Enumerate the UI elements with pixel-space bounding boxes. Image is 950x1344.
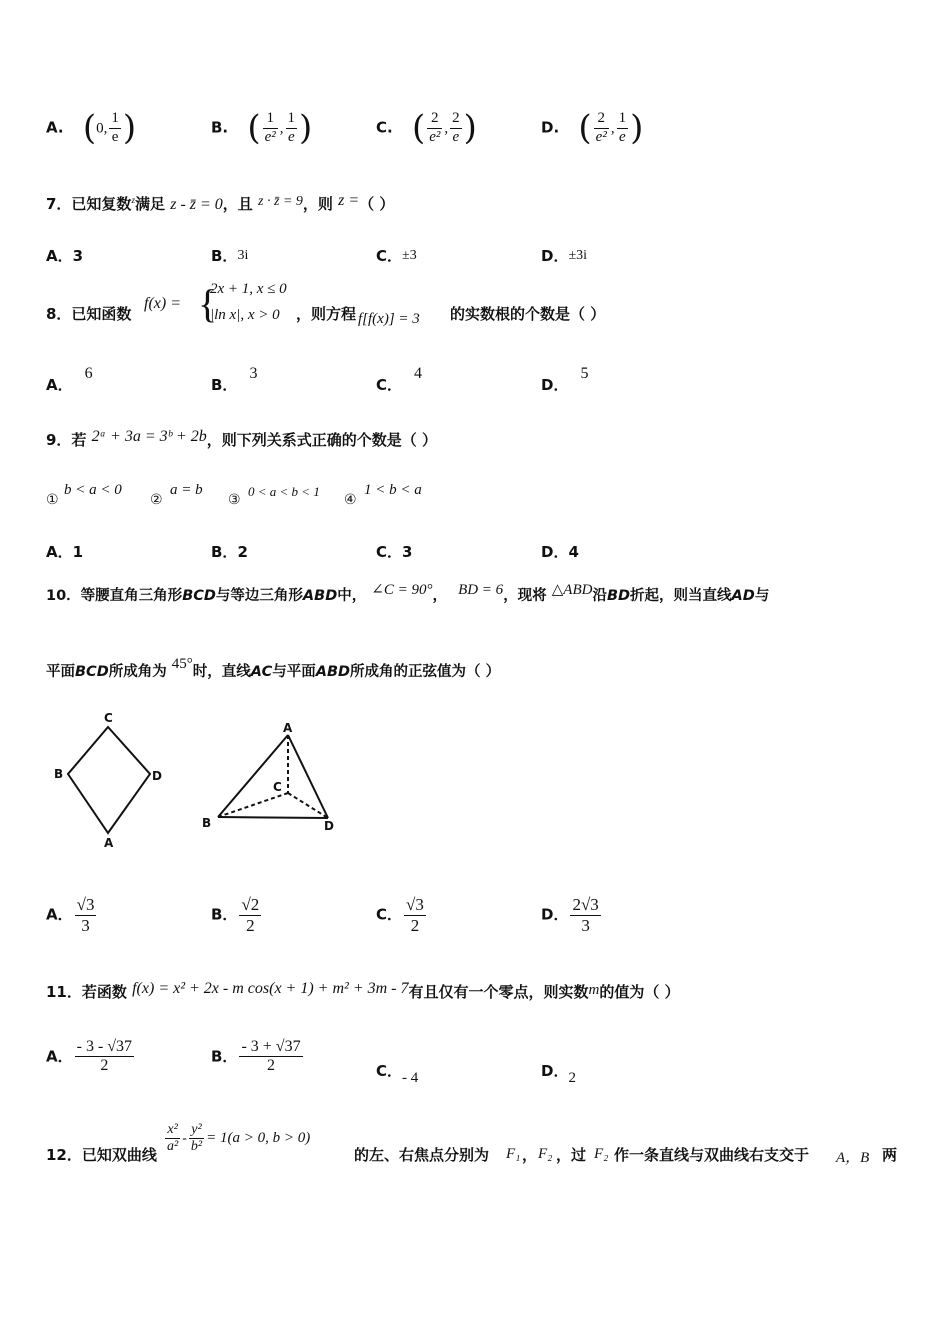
q6-option-d: D. ( $\frac{2}{\text{e²}}$ , $\frac{1}{e}$ ) <box>541 108 644 148</box>
q6-option-c: C. ( $\frac{2}{\text{e²}}$ , $\frac{2}{e}$ ) <box>376 108 477 148</box>
q8-stem: 8．已知函数 f(x) = { 2x + 1, x ≤ 0 |ln x|, x > 0 ，则方程 f[f(x)] = 3 的实数根的个数是（ ） <box>46 281 606 327</box>
q12-stem: 12．已知双曲线 $\frac{\text{x²}}{\text{a²}}$ - $\frac{\text{y²}}{\text{b²}}$ = 1(a > 0, b > 0) 的左、右焦点分别为 F₁ ， F₂ ，过 F₂ 作一条直线与双曲线右支交于 A，B 两 <box>46 1122 898 1166</box>
q9-option-c: C．3 <box>376 543 413 561</box>
q7-option-a: A．3 <box>46 247 84 265</box>
square-figure <box>68 727 150 833</box>
q10-option-b: B． $\frac{√2}{2}$ <box>211 895 260 935</box>
label-d2: D <box>324 819 334 833</box>
q8-option-c: C．4 <box>376 365 423 394</box>
q11-option-b: B． $\frac{- 3 + √37}{2}$ <box>211 1038 301 1075</box>
q10-figures <box>46 705 356 855</box>
q11-stem: 11．若函数 f(x) = x² + 2x - m cos(x + 1) + m² + 3m - 7有且仅有一个零点，则实数m的值为（ ） <box>46 980 680 1001</box>
q10-stem-line1: 10．等腰直角三角形BCD与等边三角形ABD中， ∠C = 90°， BD = 6，现将 △ABD沿BD折起，则当直线AD与 <box>46 582 770 604</box>
q11-option-c: C．- 4 <box>376 1062 419 1086</box>
q11-option-a: A． $\frac{- 3 - √37}{2}$ <box>46 1038 133 1075</box>
q9-option-d: D．4 <box>541 543 579 561</box>
label-c: C <box>104 711 113 725</box>
q8-option-b: B．3 <box>211 365 258 394</box>
label-a2: A <box>283 721 293 735</box>
q9-stem: 9．若 2ᵃ + 3a = 3ᵇ + 2b，则下列关系式正确的个数是（ ） <box>46 428 437 449</box>
q9-option-b: B．2 <box>211 543 248 561</box>
q7-stem: 7．已知复数$^z$满足 z - z̄ = 0，且 z · z̄ = 9，则 z =（ ） <box>46 192 395 213</box>
q7-option-c: C．±3 <box>376 247 417 265</box>
q9-statements: ① b < a < 0 ② a = b ③ 0 < a < b < 1 ④ 1 < b < a <box>46 482 422 508</box>
q7-option-d: D．±3i <box>541 247 588 265</box>
tetrahedron-figure <box>218 735 328 818</box>
q10-stem-line2: 平面BCD所成角为 45°时，直线AC与平面ABD所成角的正弦值为（ ） <box>46 656 501 680</box>
q6-option-a: A. (0, $\frac{1}{e}$ ) <box>46 108 137 148</box>
q10-option-c: C． $\frac{√3}{2}$ <box>376 895 424 935</box>
q6-option-b: B. ( $\frac{1}{\text{e²}}$ , $\frac{1}{e}$ ) <box>211 108 313 148</box>
q7-option-b: B．3i <box>211 247 249 265</box>
q10-option-d: D． $\frac{2√3}{3}$ <box>541 895 599 935</box>
label-a: A <box>104 836 114 850</box>
q8-option-d: D．5 <box>541 365 589 394</box>
label-c2: C <box>273 780 282 794</box>
q10-option-a: A． $\frac{√3}{3}$ <box>46 895 95 935</box>
q11-option-d: D．2 <box>541 1062 576 1086</box>
label-b: B <box>54 767 64 781</box>
label-b2: B <box>202 816 212 830</box>
q9-option-a: A．1 <box>46 543 84 561</box>
label-d: D <box>152 769 162 783</box>
q8-option-a: A．6 <box>46 365 93 394</box>
